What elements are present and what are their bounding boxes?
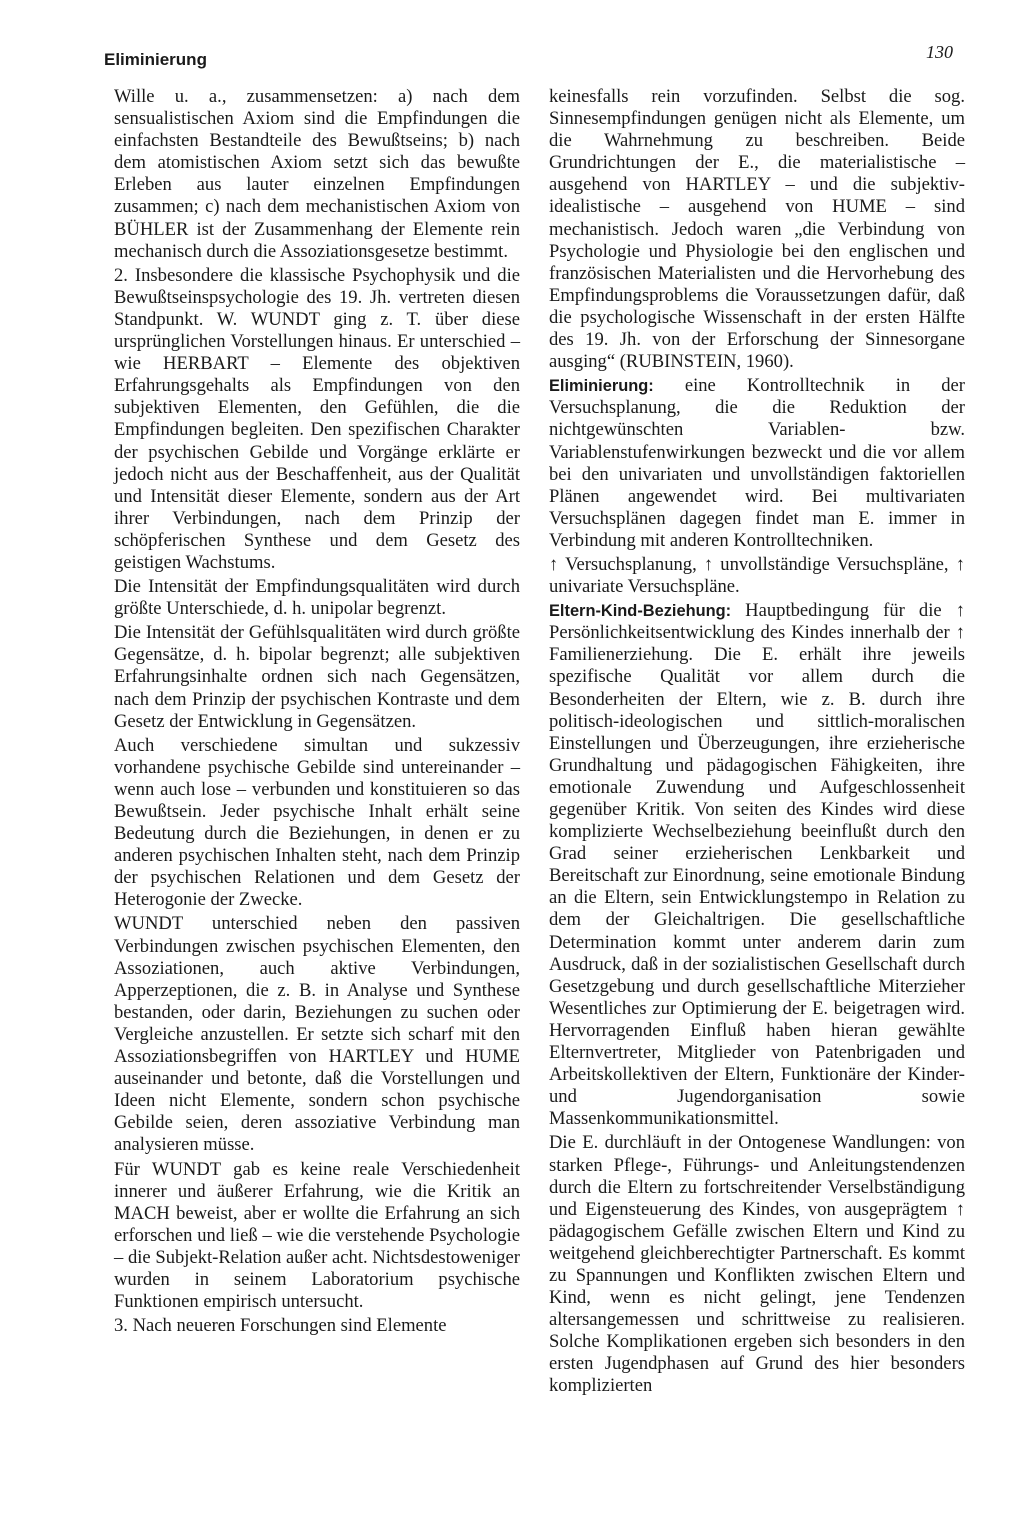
paragraph: Wille u. a., zusammensetzen: a) nach dem sensualistischen Axiom sind die Empfindungen die einfachsten Bestandteile des Bewußtseins; b) nach dem atomistischen Axiom setzt sich das bewußte Erleben aus lauter einzelnen Empfindungen zusammen; c) nach dem mechanistischen Axiom von BÜHLER ist der Zusammenhang der Elemente rein mechanisch durch die Assoziationsgesetze bestimmt. bbox=[114, 86, 520, 262]
right-column bbox=[549, 86, 965, 1400]
entry-term: Eliminierung: bbox=[549, 377, 654, 396]
entry-text: eine Kontrolltechnik in der Versuchsplanung, die die Reduktion der nichtgewünschten Variablen- bzw. Variablenstufenwirkungen bezweckt und die vor allem bei den univariaten und unvollständigen faktoriellen Plänen angewendet wird. Bei multivariaten Versuchsplänen dagegen findet man E. immer in Verbindung mit anderen Kontrolltechniken. bbox=[549, 375, 965, 551]
entry-text: keinesfalls rein vorzufinden. Selbst die sog. Sinnesempfindungen genügen nicht als Elemente, um die Wahrnehmung zu beschreiben. Beide Grundrichtungen der E., die materialistische – ausgehend von HARTLEY – und die subjektiv-idealistische – ausgehend von HUME – sind mechanistisch. Jedoch waren „die Verbindung von Psychologie und Physiologie bei den englischen und französischen Materialisten und die Hervorhebung des Empfindungsproblems die Voraussetzungen dafür, daß die psychologische Wissenschaft in der ersten Hälfte des 19. Jh. von der Erforschung der Sinnesorgane ausging“ (RUBINSTEIN, 1960). bbox=[549, 86, 965, 373]
paragraph bbox=[549, 1132, 965, 1397]
paragraph bbox=[549, 86, 965, 373]
paragraph: Die Intensität der Gefühlsqualitäten wird durch größte Gegensätze, d. h. bipolar begrenzt; alle subjektiven Erfahrungsinhalte ordnen sich nach Gegensätzen, nach dem Prinzip der psychischen Kontraste und dem Gesetz der Entwicklung in Gegensätzen. bbox=[114, 622, 520, 732]
dictionary-entry bbox=[549, 375, 965, 552]
paragraph: 3. Nach neueren Forschungen sind Elemente bbox=[114, 1315, 447, 1337]
paragraph: 2. Insbesondere die klassische Psychophysik und die Bewußtseinspsychologie des 19. Jh. vertreten diesen Standpunkt. W. WUNDT ging z. T. über diese ursprünglichen Vorstellungen hinaus. Er unterschied – wie HERBART – Elemente des objektiven Erfahrungsgehalts als Empfindungen von den subjektiven Elementen, den Gefühlen, die die Empfindungen begleiten. Den spezifischen Charakter der psychischen Gebilde und Vorgänge erklärte er jedoch nicht aus der Beschaffenheit, aus der Qualität und Intensität dieser Elemente, sondern aus der Art ihrer Verbindungen, nach dem Prinzip der schöpferischen Synthese und dem Gesetz des geistigen Wachstums. bbox=[114, 264, 520, 573]
paragraph: Auch verschiedene simultan und sukzessiv vorhandene psychische Gebilde sind untereinander – wenn auch lose – verbunden und konstituieren so das Bewußtsein. Jeder psychische Inhalt erhält seine Bedeutung durch die Beziehungen, in denen er zu anderen psychischen Inhalten steht, nach dem Prinzip der psychischen Relationen und dem Gesetz der Heterogonie der Zwecke. bbox=[114, 734, 520, 911]
left-column bbox=[114, 86, 520, 1339]
entry-text: Die E. durchläuft in der Ontogenese Wandlungen: von starken Pflege-, Führungs- und Anleitungstendenzen durch die Eltern zu fortschreitender Verselbständigung und Eigensteuerung des Kindes, von ausgeprägtem ↑ pädagogischem Gefälle zwischen Eltern und Kind zu weitgehend gleichberechtigter Partnerschaft. Es kommt zu Spannungen und Konflikten zwischen Eltern und Kind, wenn es nicht gelingt, jene Tendenzen altersangemessen und schrittweise zu realisieren. Solche Komplikationen ergeben sich besonders in den ersten Jugendphasen auf Grund des hier besonders komplizierten bbox=[549, 1132, 965, 1397]
cross-reference bbox=[549, 554, 965, 598]
running-head: Eliminierung bbox=[104, 50, 207, 69]
entry-text: Hauptbedingung für die ↑ Persönlichkeitsentwicklung des Kindes innerhalb der ↑ Familienerziehung. Die E. erhält ihre jeweils spezifische Qualität vor allem durch die Besonderheiten der Eltern, wie z. B. durch ihre politisch-ideologischen und sittlich-moralischen Einstellungen und Überzeugungen, ihre erzieherische Grundhaltung und pädagogischen Fähigkeiten, ihre emotionale Zuwendung und Aufgeschlossenheit gegenüber Kritik. Von seiten des Kindes wird diese komplizierte Wechselbeziehung beeinflußt durch den Grad seiner erzieherischen Lenkbarkeit und Bereitschaft zur Einordnung, seine emotionale Bindung an die Eltern, sein Entwicklungstempo in Relation zu dem der Gleichaltrigen. Die gesellschaftliche Determination kommt unter anderem darin zum Ausdruck, daß in der sozialistischen Gesellschaft durch Gesetzgebung und durch gesellschaftliche Miterzieher Wesentliches zur Optimierung der E. beigetragen wird. Hervorragenden Einfluß haben hieran gewählte Elternvertreter, Mitglieder von Patenbrigaden und Arbeitskollektiven der Eltern, Funktionäre der Kinder- und Jugendorganisation sowie Massenkommunikationsmittel. bbox=[549, 600, 965, 1130]
entry-term: Eltern-Kind-Beziehung: bbox=[549, 602, 732, 621]
entry-text: ↑ Versuchsplanung, ↑ unvollständige Versuchspläne, ↑ univariate Versuchspläne. bbox=[549, 553, 965, 598]
paragraph: Für WUNDT gab es keine reale Verschiedenheit innerer und äußerer Erfahrung, wie die Kritik an MACH beweist, aber er wollte die Erfahrung an sich erforschen und ließ – wie die verstehende Psychologie – die Subjekt-Relation außer acht. Nichtsdestoweniger wurden in seinem Laboratorium psychische Funktionen empirisch untersucht. bbox=[114, 1158, 520, 1313]
dictionary-entry bbox=[549, 600, 965, 1130]
paragraph: Die Intensität der Empfindungsqualitäten wird durch größte Unterschiede, d. h. unipolar begrenzt. bbox=[114, 576, 520, 620]
paragraph: WUNDT unterschied neben den passiven Verbindungen zwischen psychischen Elementen, den Assoziationen, auch aktive Verbindungen, Apperzeptionen, die z. B. in Analyse und Synthese bestanden, oder darin, Beziehungen zu suchen oder Vergleiche anzustellen. Er setzte sich scharf mit den Assoziationsbegriffen von HARTLEY und HUME auseinander und betonte, daß die Vorstellungen und Ideen nicht Elemente, sondern schon psychische Gebilde seien, deren assoziative Verbindung man analysieren müsse. bbox=[114, 913, 520, 1156]
page-number: 130 bbox=[926, 42, 953, 62]
